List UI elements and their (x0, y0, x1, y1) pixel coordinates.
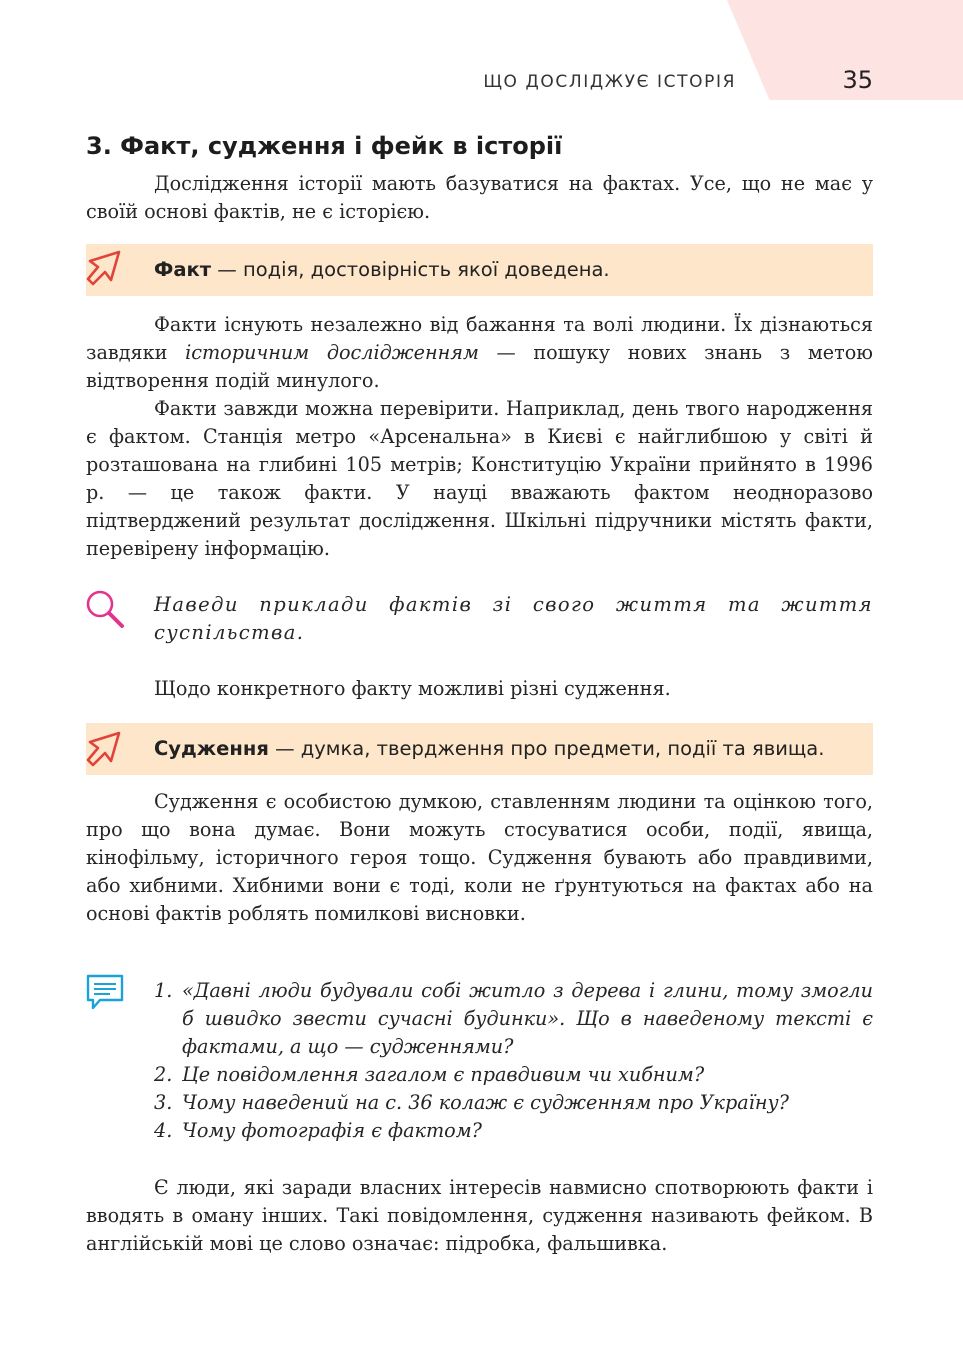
speech-bubble-icon (84, 972, 126, 1012)
judgements-paragraph: Судження є особистою думкою, ставленням людини та оцінкою того, про що вона думає. Вони можуть стосуватися особи, події, явища, кінофільму, історичного героя тощо. Судження бувають або правдивими, або хибними. Хибними вони є тоді, коли не ґрунтуються на фактах або на основі фактів роблять помилкові висновки. (86, 790, 873, 925)
task-text: Чому фотографія є фактом? (182, 1119, 482, 1142)
pointer-arrow-icon (84, 248, 124, 288)
facts-paragraph-text: Факти існують незалежно від бажання та волі людини. Їх дізнаються завдяки (86, 313, 873, 364)
verify-paragraph: Факти завжди можна перевірити. Наприклад, день твого народження є фактом. Станція метро «Арсенальна» в Києві є найглибшою у світі й розташована на глибині 105 метрів; Конституцію України прийнято в 1996 р. — це також факти. У науці вважають фактом неодноразово підтверджений результат дослідження. Шкільні підручники містять факти, перевірену інформацію. (86, 397, 873, 560)
definition-fact (86, 244, 873, 296)
definition-judgement-text (154, 735, 824, 763)
intro-paragraph: Дослідження історії мають базуватися на фактах. Усе, що не має у своїй основі фактів, не є історією. (86, 172, 873, 223)
facts-paragraph-italic: історичним дослідженням (185, 341, 479, 364)
question-text: Наведи приклади фактів зі свого життя та життя суспільства. (154, 593, 873, 644)
definition-judgement-term: Судження (154, 737, 269, 760)
task-number: 2. (154, 1063, 173, 1086)
running-title: ЩО ДОСЛІДЖУЄ ІСТОРІЯ (483, 72, 736, 92)
judgements-intro-paragraph: Щодо конкретного факту можливі різні судження. (154, 677, 671, 700)
task-item (154, 1117, 873, 1145)
task-text: «Давні люди будували собі житло з дерева і глини, тому змогли б швидко звести сучасні будинки». Що в наведеному тексті є фактами, а що — судженнями? (182, 979, 873, 1058)
task-item (154, 1089, 873, 1117)
task-text: Це повідомлення загалом є правдивим чи хибним? (182, 1063, 705, 1086)
definition-fact-term: Факт (154, 258, 212, 281)
magnifier-icon (84, 588, 126, 630)
task-text: Чому наведений на с. 36 колаж є судженням про Україну? (182, 1091, 789, 1114)
page-number: 35 (842, 66, 873, 94)
task-number: 4. (154, 1119, 173, 1142)
task-number: 3. (154, 1091, 173, 1114)
task-list (154, 977, 873, 1145)
definition-judgement-body: — думка, твердження про предмети, події та явища. (268, 737, 825, 760)
task-item (154, 1061, 873, 1089)
facts-paragraph-text-end: — пошуку нових знань з метою відтворення подій минулого. (86, 341, 873, 392)
task-item (154, 977, 873, 1061)
pointer-arrow-icon (84, 729, 124, 769)
fake-paragraph: Є люди, які заради власних інтересів навмисно спотворюють факти і вводять в оману інших. Такі повідомлення, судження називають фейком. В англійській мові це слово означає: підробка, фальшивка. (86, 1176, 873, 1255)
definition-judgement (86, 723, 873, 775)
definition-fact-text (154, 256, 610, 284)
facts-paragraph (86, 311, 873, 395)
task-number: 1. (154, 979, 173, 1002)
section-title: 3. Факт, судження і фейк в історії (86, 132, 563, 160)
definition-fact-body: — подія, достовірність якої доведена. (211, 258, 610, 281)
